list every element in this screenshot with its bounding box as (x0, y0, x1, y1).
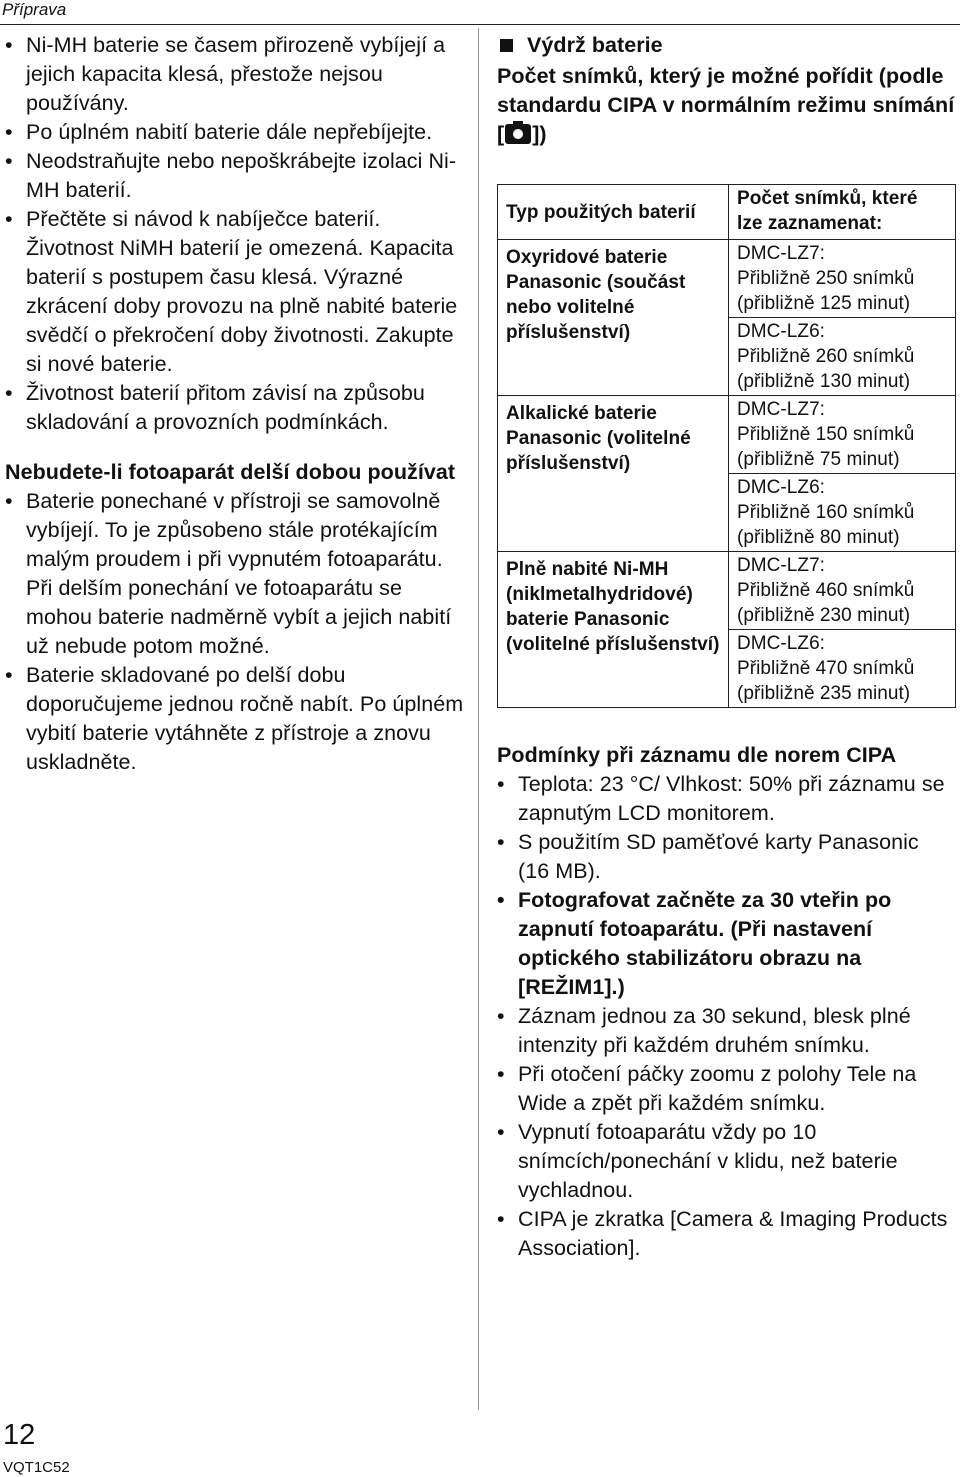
list-item: • Při otočení páčky zoomu z polohy Tele na Wide a zpět při každém snímku. (497, 1060, 955, 1118)
column-divider (478, 28, 479, 1410)
nimh-notes-list (5, 31, 471, 437)
list-item: • Přečtěte si návod k nabíječce baterií. Životnost NiMH baterií je omezená. Kapacita baterií s postupem času klesá. Výrazné zkrácení doby provozu na plně nabité baterie svědčí o překročení doby životnosti. Zakupte si nové baterie. (5, 205, 471, 379)
shot-duration: (přibližně 230 minut) (737, 605, 911, 626)
storage-notes-list (5, 487, 471, 777)
column-header-type: Typ použitých baterií (498, 185, 729, 240)
table-row (498, 552, 956, 630)
shot-duration: (přibližně 235 minut) (737, 683, 911, 704)
list-item: • Neodstraňujte nebo nepoškrábejte izolaci Ni-MH baterií. (5, 147, 471, 205)
model-label: DMC-LZ7: (737, 555, 826, 576)
intro-text-end: ]) (532, 122, 547, 146)
right-column (497, 31, 955, 1263)
shot-count-cell (729, 630, 956, 708)
list-item: • Záznam jednou za 30 sekund, blesk plné intenzity při každém druhém snímku. (497, 1002, 955, 1060)
shot-count-cell (729, 396, 956, 474)
battery-life-table (497, 184, 956, 708)
left-column (5, 31, 471, 777)
list-item: • CIPA je zkratka [Camera & Imaging Products Association]. (497, 1205, 955, 1263)
section-title (497, 31, 955, 60)
model-label: DMC-LZ6: (737, 633, 826, 654)
table-row (498, 396, 956, 474)
shot-count: Přibližně 260 snímků (737, 346, 915, 367)
page-number: 12 (3, 1419, 36, 1451)
shot-duration: (přibližně 130 minut) (737, 371, 911, 392)
shot-count-cell (729, 552, 956, 630)
header-rule (0, 24, 960, 25)
cipa-conditions-title: Podmínky při záznamu dle norem CIPA (497, 743, 897, 767)
shot-count: Přibližně 160 snímků (737, 502, 915, 523)
shot-count-cell (729, 318, 956, 396)
list-item: • Po úplném nabití baterie dále nepřebíjejte. (5, 118, 471, 147)
shot-count: Přibližně 460 snímků (737, 580, 915, 601)
list-item: • S použitím SD paměťové karty Panasonic (16 MB). (497, 828, 955, 886)
battery-type-cell: Oxyridové baterie Panasonic (součást nebo volitelné příslušenství) (498, 240, 729, 396)
shot-count: Přibližně 150 snímků (737, 424, 915, 445)
list-item: • Vypnutí fotoaparátu vždy po 10 snímcích/ponechání v klidu, než baterie vychladnou. (497, 1118, 955, 1205)
list-item: • Fotografovat začněte za 30 vteřin po zapnutí fotoaparátu. (Při nastavení optického stabilizátoru obrazu na [REŽIM1].) (497, 886, 955, 1002)
model-label: DMC-LZ7: (737, 399, 826, 420)
storage-subheading: Nebudete-li fotoaparát delší dobou používat (5, 460, 456, 484)
battery-type-cell: Plně nabité Ni-MH (niklmetalhydridové) baterie Panasonic (volitelné příslušenství) (498, 552, 729, 708)
list-item: • Životnost baterií přitom závisí na způsobu skladování a provozních podmínkách. (5, 379, 471, 437)
camera-icon (505, 124, 531, 144)
shot-duration: (přibližně 80 minut) (737, 527, 900, 548)
page-header: Příprava (2, 0, 67, 19)
list-item: • Ni-MH baterie se časem přirozeně vybíjejí a jejich kapacita klesá, přestože nejsou používány. (5, 31, 471, 118)
shot-count: Přibližně 250 snímků (737, 268, 915, 289)
model-label: DMC-LZ6: (737, 321, 826, 342)
model-label: DMC-LZ7: (737, 243, 826, 264)
cipa-conditions-list (497, 770, 955, 1263)
list-item: • Teplota: 23 °C/ Vlhkost: 50% při záznamu se zapnutým LCD monitorem. (497, 770, 955, 828)
shot-count: Přibližně 470 snímků (737, 658, 915, 679)
table-header-row (498, 185, 956, 240)
battery-type-cell: Alkalické baterie Panasonic (volitelné příslušenství) (498, 396, 729, 552)
model-label: DMC-LZ6: (737, 477, 826, 498)
shot-duration: (přibližně 125 minut) (737, 293, 911, 314)
list-item: • Baterie ponechané v přístroji se samovolně vybíjejí. To je způsobeno stále protékajícím malým proudem i při vypnutém fotoaparátu. Při delším ponechání ve fotoaparátu se mohou baterie nadměrně vybít a jejich nabití už nebude potom možné. (5, 487, 471, 661)
shot-count-cell (729, 474, 956, 552)
shot-count-cell (729, 240, 956, 318)
shot-duration: (přibližně 75 minut) (737, 449, 900, 470)
list-item: • Baterie skladované po delší dobu doporučujeme jednou ročně nabít. Po úplném vybití baterie vytáhněte z přístroje a znovu uskladněte. (5, 661, 471, 777)
table-row (498, 240, 956, 318)
square-bullet-icon (500, 39, 513, 52)
intro-text-start: Počet snímků, který je možné pořídit (podle standardu CIPA v normálním režimu snímání [ (497, 64, 955, 146)
document-code: VQT1C52 (3, 1459, 70, 1476)
intro-text (497, 62, 955, 149)
section-title-text: Výdrž baterie (527, 33, 663, 57)
column-header-count: Počet snímků, které lze zaznamenat: (729, 185, 956, 240)
